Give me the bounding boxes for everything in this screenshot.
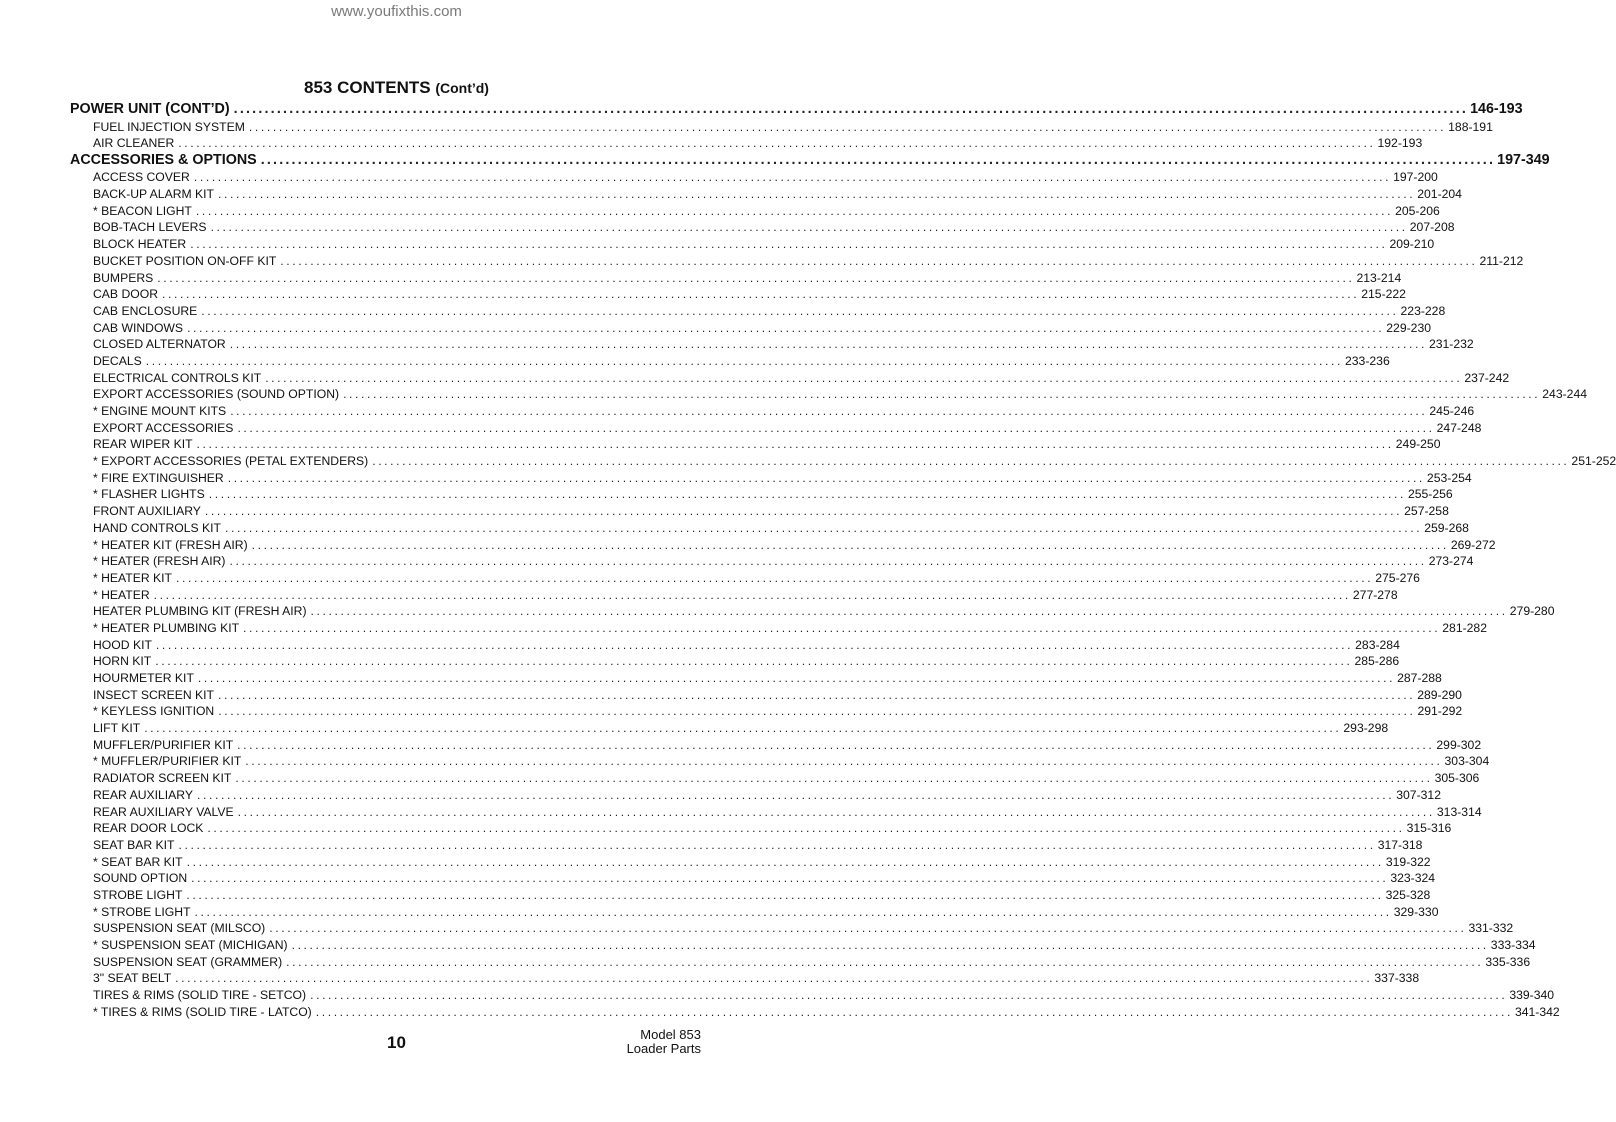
dot-leader: ........................................................................................................................................................................................................: [265, 370, 1463, 385]
toc-entry-label: HEATER PLUMBING KIT (FRESH AIR): [93, 604, 307, 619]
dot-leader: ........................................................................................................................................................................................................: [343, 387, 1541, 402]
toc-entry-row: [70, 320, 1432, 337]
dot-leader: ........................................................................................................................................................................................................: [251, 537, 1449, 552]
toc-section-row: [70, 101, 1523, 119]
toc-entry-label: SEAT BAR KIT: [93, 837, 175, 852]
toc-entry-row: [70, 370, 1510, 387]
dot-leader: ........................................................................................................................................................................................................: [248, 119, 1447, 134]
toc-entry-label: REAR DOOR LOCK: [93, 821, 204, 836]
dot-leader: ........................................................................................................................................................................................................: [372, 454, 1570, 469]
toc-entry-row: [70, 737, 1482, 754]
toc-entry-label: REAR WIPER KIT: [93, 437, 193, 452]
toc-entry-row: [70, 135, 1423, 152]
toc-entry-label: * HEATER KIT: [93, 570, 173, 585]
toc-entry-pages: 279-280: [1509, 604, 1555, 619]
toc-entry-label: EXPORT ACCESSORIES (SOUND OPTION): [93, 387, 340, 402]
toc-entry-row: [70, 537, 1496, 554]
toc-entry-pages: 229-230: [1386, 320, 1432, 335]
toc-entry-label: ACCESSORIES & OPTIONS: [70, 151, 257, 168]
dot-leader: ........................................................................................................................................................................................................: [269, 921, 1467, 936]
toc-entry-pages: 293-298: [1343, 721, 1389, 736]
toc-entry-row: [70, 253, 1524, 270]
dot-leader: ........................................................................................................................................................................................................: [157, 270, 1355, 285]
toc-entry-label: * HEATER: [93, 587, 150, 602]
toc-entry-pages: 253-254: [1426, 470, 1472, 485]
dot-leader: ........................................................................................................................................................................................................: [208, 487, 1406, 502]
toc-entry-label: * ENGINE MOUNT KITS: [93, 404, 227, 418]
toc-entry-row: [70, 436, 1441, 453]
watermark: www.youfixthis.com: [331, 3, 462, 20]
toc-entry-label: SUSPENSION SEAT (MILSCO): [93, 921, 266, 936]
dot-leader: ........................................................................................................................................................................................................: [204, 504, 1403, 519]
toc-entry-label: * EXPORT ACCESSORIES (PETAL EXTENDERS): [93, 454, 369, 469]
toc-entry-row: [70, 653, 1400, 670]
dot-leader: ........................................................................................................................................................................................................: [237, 737, 1435, 752]
dot-leader: ........................................................................................................................................................................................................: [175, 971, 1373, 986]
toc-entry-pages: 233-236: [1345, 353, 1390, 368]
toc-entry-row: [70, 753, 1490, 770]
toc-entry-pages: 341-342: [1514, 1004, 1560, 1019]
toc-entry-row: [70, 954, 1531, 971]
toc-entry-label: CAB ENCLOSURE: [93, 303, 198, 318]
toc-entry-label: * BEACON LIGHT: [93, 203, 192, 218]
dot-leader: ........................................................................................................................................................................................................: [196, 437, 1394, 452]
toc-entry-pages: 205-206: [1395, 203, 1440, 218]
toc-entry-pages: 251-252: [1571, 454, 1616, 469]
dot-leader: ........................................................................................................................................................................................................: [237, 804, 1435, 819]
toc-entry-pages: 247-248: [1436, 420, 1482, 435]
toc-entry-label: * FIRE EXTINGUISHER: [93, 470, 224, 485]
toc-entry-pages: 146-193: [1470, 101, 1523, 117]
table-of-contents: [70, 101, 1616, 1020]
toc-entry-label: POWER UNIT (CONT’D): [70, 101, 230, 117]
toc-entry-label: CLOSED ALTERNATOR: [93, 337, 226, 352]
toc-entry-row: [70, 503, 1449, 520]
toc-entry-row: [70, 403, 1475, 420]
toc-entry-row: [70, 286, 1406, 303]
footer-model: Model 853: [640, 1027, 701, 1042]
toc-entry-label: FUEL INJECTION SYSTEM: [93, 119, 245, 134]
toc-entry-pages: 231-232: [1428, 337, 1474, 352]
dot-leader: ........................................................................................................................................................................................................: [153, 587, 1351, 602]
toc-entry-row: [70, 386, 1588, 403]
toc-entry-label: FRONT AUXILIARY: [93, 504, 201, 519]
toc-entry-label: 3" SEAT BELT: [93, 971, 172, 986]
dot-leader: ........................................................................................................................................................................................................: [227, 470, 1425, 485]
dot-leader: ........................................................................................................................................................................................................: [224, 520, 1423, 535]
dot-leader: ........................................................................................................................................................................................................: [191, 871, 1389, 886]
toc-entry-row: [70, 870, 1436, 887]
toc-entry-pages: 249-250: [1395, 437, 1441, 452]
toc-entry-pages: 307-312: [1396, 787, 1441, 802]
page-number: 10: [387, 1033, 406, 1052]
footer-model-info: [627, 1028, 701, 1056]
toc-entry-row: [70, 703, 1463, 720]
toc-entry-row: [70, 637, 1400, 654]
dot-leader: ........................................................................................................................................................................................................: [197, 787, 1395, 802]
toc-entry-pages: 333-334: [1490, 938, 1536, 952]
toc-entry-row: [70, 270, 1402, 287]
toc-entry-label: BUCKET POSITION ON-OFF KIT: [93, 253, 277, 268]
toc-entry-label: SUSPENSION SEAT (GRAMMER): [93, 954, 283, 969]
toc-entry-pages: 237-242: [1464, 370, 1510, 385]
toc-entry-row: [70, 453, 1616, 470]
toc-entry-pages: 331-332: [1468, 921, 1514, 936]
toc-entry-pages: 223-228: [1400, 303, 1446, 318]
toc-entry-row: [70, 987, 1555, 1004]
toc-entry-label: * SEAT BAR KIT: [93, 854, 183, 869]
toc-entry-label: LIFT KIT: [93, 721, 141, 736]
dot-leader: ........................................................................................................................................................................................................: [310, 988, 1508, 1003]
toc-entry-pages: 329-330: [1393, 904, 1439, 919]
toc-entry-pages: 269-272: [1450, 537, 1496, 552]
toc-entry-pages: 275-276: [1375, 570, 1420, 585]
dot-leader: ........................................................................................................................................................................................................: [178, 837, 1376, 852]
toc-entry-label: BACK-UP ALARM KIT: [93, 187, 215, 202]
dot-leader: ........................................................................................................................................................................................................: [310, 604, 1508, 619]
toc-entry-label: REAR AUXILIARY: [93, 787, 194, 802]
dot-leader: ........................................................................................................................................................................................................: [245, 754, 1443, 769]
toc-entry-label: HORN KIT: [93, 654, 152, 669]
toc-entry-pages: 243-244: [1542, 387, 1588, 402]
dot-leader: ........................................................................................................................................................................................................: [235, 771, 1433, 786]
toc-entry-pages: 339-340: [1509, 988, 1555, 1003]
toc-entry-pages: 335-336: [1485, 954, 1531, 969]
toc-entry-pages: 277-278: [1352, 587, 1398, 602]
title-main: 853 CONTENTS: [304, 78, 431, 97]
toc-entry-row: [70, 820, 1452, 837]
dot-leader: ........................................................................................................................................................................................................: [193, 170, 1392, 185]
toc-entry-row: [70, 620, 1487, 637]
dot-leader: ........................................................................................................................................................................................................: [195, 203, 1394, 218]
toc-entry-pages: 303-304: [1444, 754, 1490, 769]
toc-entry-label: * TIRES & RIMS (SOLID TIRE - LATCO): [93, 1004, 312, 1019]
toc-entry-pages: 337-338: [1374, 971, 1420, 986]
toc-entry-pages: 291-292: [1417, 704, 1463, 719]
dot-leader: ........................................................................................................................................................................................................: [260, 151, 1496, 168]
toc-entry-pages: 281-282: [1442, 620, 1487, 635]
dot-leader: ........................................................................................................................................................................................................: [186, 887, 1384, 902]
toc-entry-pages: 259-268: [1424, 520, 1469, 535]
toc-entry-label: * HEATER (FRESH AIR): [93, 554, 226, 569]
toc-entry-label: RADIATOR SCREEN KIT: [93, 771, 232, 786]
dot-leader: ........................................................................................................................................................................................................: [190, 237, 1388, 252]
toc-entry-label: * HEATER KIT (FRESH AIR): [93, 537, 248, 552]
toc-entry-row: [70, 470, 1472, 487]
page-title: [0, 78, 793, 98]
toc-entry-pages: 201-204: [1417, 187, 1462, 202]
toc-entry-row: [70, 186, 1462, 203]
toc-entry-row: [70, 219, 1455, 236]
dot-leader: ........................................................................................................................................................................................................: [145, 353, 1343, 368]
toc-entry-row: [70, 336, 1474, 353]
toc-entry-label: HOURMETER KIT: [93, 671, 194, 685]
toc-entry-row: [70, 420, 1482, 437]
toc-entry-label: * HEATER PLUMBING KIT: [93, 620, 240, 635]
toc-entry-row: [70, 920, 1514, 937]
toc-entry-label: * MUFFLER/PURIFIER KIT: [93, 754, 242, 769]
toc-entry-pages: 213-214: [1356, 270, 1402, 285]
dot-leader: ........................................................................................................................................................................................................: [187, 320, 1385, 335]
toc-entry-pages: 207-208: [1409, 220, 1455, 235]
toc-entry-label: BUMPERS: [93, 270, 154, 285]
toc-entry-row: [70, 236, 1435, 253]
toc-entry-pages: 289-290: [1417, 687, 1462, 702]
dot-leader: ........................................................................................................................................................................................................: [286, 954, 1484, 969]
dot-leader: ........................................................................................................................................................................................................: [144, 721, 1342, 736]
toc-entry-pages: 255-256: [1407, 487, 1453, 502]
toc-entry-row: [70, 486, 1453, 503]
dot-leader: ........................................................................................................................................................................................................: [207, 821, 1405, 836]
toc-entry-label: HOOD KIT: [93, 637, 152, 652]
title-suffix: (Cont’d): [435, 80, 489, 96]
toc-entry-pages: 188-191: [1448, 119, 1493, 134]
toc-entry-row: [70, 804, 1482, 821]
toc-entry-pages: 313-314: [1436, 804, 1482, 819]
toc-entry-pages: 319-322: [1385, 854, 1431, 869]
toc-entry-pages: 315-316: [1406, 821, 1452, 836]
dot-leader: ........................................................................................................................................................................................................: [218, 687, 1416, 702]
toc-entry-pages: 283-284: [1355, 637, 1400, 652]
toc-entry-row: [70, 787, 1441, 804]
toc-entry-pages: 325-328: [1385, 887, 1431, 902]
toc-entry-row: [70, 670, 1442, 687]
toc-entry-label: CAB DOOR: [93, 287, 159, 302]
dot-leader: ........................................................................................................................................................................................................: [178, 136, 1376, 151]
toc-entry-label: BOB-TACH LEVERS: [93, 220, 207, 235]
dot-leader: ........................................................................................................................................................................................................: [230, 404, 1428, 418]
toc-entry-label: ELECTRICAL CONTROLS KIT: [93, 370, 262, 385]
dot-leader: ........................................................................................................................................................................................................: [197, 671, 1396, 685]
toc-entry-row: [70, 837, 1423, 854]
toc-entry-label: TIRES & RIMS (SOLID TIRE - SETCO): [93, 988, 307, 1003]
toc-entry-pages: 197-200: [1393, 170, 1438, 185]
dot-leader: ........................................................................................................................................................................................................: [233, 101, 1469, 117]
toc-section-row: [70, 151, 1550, 170]
toc-entry-row: [70, 687, 1462, 704]
dot-leader: ........................................................................................................................................................................................................: [155, 654, 1353, 669]
toc-entry-label: EXPORT ACCESSORIES: [93, 420, 234, 435]
toc-entry-pages: 215-222: [1361, 287, 1406, 302]
toc-entry-pages: 305-306: [1434, 771, 1480, 786]
toc-entry-label: * KEYLESS IGNITION: [93, 704, 215, 719]
dot-leader: ........................................................................................................................................................................................................: [162, 287, 1360, 302]
toc-entry-row: [70, 587, 1398, 604]
toc-entry-row: [70, 1004, 1560, 1021]
toc-entry-row: [70, 970, 1420, 987]
toc-entry-row: [70, 553, 1474, 570]
toc-entry-row: [70, 937, 1536, 954]
toc-entry-row: [70, 119, 1493, 136]
toc-entry-row: [70, 720, 1389, 737]
toc-entry-label: ACCESS COVER: [93, 170, 190, 185]
toc-entry-row: [70, 887, 1431, 904]
dot-leader: ........................................................................................................................................................................................................: [186, 854, 1384, 869]
dot-leader: ........................................................................................................................................................................................................: [280, 253, 1478, 268]
toc-entry-row: [70, 520, 1469, 537]
toc-entry-pages: 273-274: [1428, 554, 1474, 569]
dot-leader: ........................................................................................................................................................................................................: [229, 554, 1427, 569]
dot-leader: ........................................................................................................................................................................................................: [291, 938, 1489, 952]
dot-leader: ........................................................................................................................................................................................................: [176, 570, 1374, 585]
toc-entry-label: * SUSPENSION SEAT (MICHIGAN): [93, 938, 288, 952]
toc-entry-row: [70, 303, 1446, 320]
dot-leader: ........................................................................................................................................................................................................: [155, 637, 1354, 652]
toc-entry-pages: 287-288: [1397, 671, 1442, 685]
toc-entry-pages: 323-324: [1390, 871, 1436, 886]
dot-leader: ........................................................................................................................................................................................................: [237, 420, 1435, 435]
toc-entry-pages: 317-318: [1377, 837, 1423, 852]
toc-entry-label: DECALS: [93, 353, 142, 368]
dot-leader: ........................................................................................................................................................................................................: [229, 337, 1427, 352]
toc-entry-row: [70, 904, 1439, 921]
toc-entry-label: * STROBE LIGHT: [93, 904, 191, 919]
toc-entry-pages: 245-246: [1429, 404, 1475, 418]
toc-entry-row: [70, 169, 1438, 186]
dot-leader: ........................................................................................................................................................................................................: [194, 904, 1392, 919]
toc-entry-pages: 197-349: [1497, 151, 1550, 168]
toc-entry-label: INSECT SCREEN KIT: [93, 687, 214, 702]
toc-entry-pages: 299-302: [1436, 737, 1482, 752]
toc-entry-pages: 285-286: [1354, 654, 1400, 669]
toc-entry-row: [70, 570, 1420, 587]
dot-leader: ........................................................................................................................................................................................................: [201, 303, 1399, 318]
toc-entry-row: [70, 603, 1555, 620]
toc-entry-label: CAB WINDOWS: [93, 320, 184, 335]
toc-entry-row: [70, 203, 1440, 220]
toc-entry-label: * FLASHER LIGHTS: [93, 487, 205, 502]
toc-entry-label: HAND CONTROLS KIT: [93, 520, 221, 535]
dot-leader: ........................................................................................................................................................................................................: [218, 704, 1416, 719]
dot-leader: ........................................................................................................................................................................................................: [210, 220, 1408, 235]
toc-entry-label: STROBE LIGHT: [93, 887, 183, 902]
toc-entry-row: [70, 854, 1431, 871]
footer-subtitle: Loader Parts: [626, 1041, 701, 1056]
toc-entry-label: REAR AUXILIARY VALVE: [93, 804, 234, 819]
toc-entry-row: [70, 770, 1480, 787]
toc-entry-pages: 192-193: [1377, 136, 1423, 151]
toc-entry-row: [70, 353, 1390, 370]
toc-entry-label: BLOCK HEATER: [93, 237, 187, 252]
dot-leader: ........................................................................................................................................................................................................: [243, 620, 1441, 635]
dot-leader: ........................................................................................................................................................................................................: [315, 1004, 1513, 1019]
toc-entry-label: MUFFLER/PURIFIER KIT: [93, 737, 234, 752]
toc-entry-pages: 211-212: [1479, 253, 1524, 268]
dot-leader: ........................................................................................................................................................................................................: [218, 187, 1416, 202]
toc-entry-label: SOUND OPTION: [93, 871, 188, 886]
toc-entry-pages: 257-258: [1404, 504, 1449, 519]
toc-entry-label: AIR CLEANER: [93, 136, 175, 151]
toc-entry-pages: 209-210: [1389, 237, 1435, 252]
